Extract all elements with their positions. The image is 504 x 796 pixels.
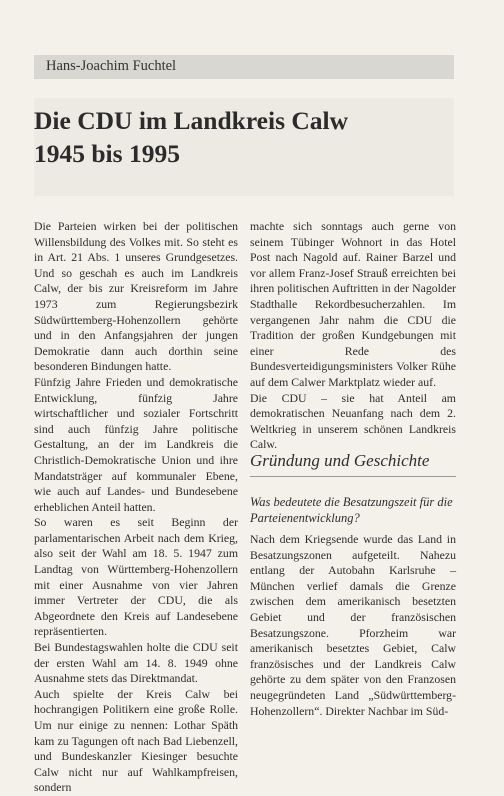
article-title [34,104,348,170]
left-column [34,219,238,796]
paragraph: So waren es seit Beginn der parlamentarischen Arbeit nach dem Krieg, also seit der Wahl am 18. 5. 1947 zum Landtag von Württemberg-Hohenzollern mit einer Ausnahme von vier Jahren immer Vertreter der CDU, die als Abgeordnete den Kreis auf Landesebene repräsentierten. [34,515,238,639]
title-box [34,98,454,196]
paragraph: Fünfzig Jahre Frieden und demokratische Entwicklung, fünfzig Jahre wirtschaftlicher und sozialer Fortschritt sind auch fünfzig Jahre politische Gestaltung, an der im Landkreis die Christlich-Demokratische Union und ihre Mandatsträger auf kommunaler Ebene, wie auch auf Landes- und Bundesebene erheblichen Anteil hatten. [34,374,238,514]
title-line-2: 1945 bis 1995 [34,139,180,168]
paragraph: Auch spielte der Kreis Calw bei hochrangigen Politikern eine große Rolle. Um nur einige zu nennen: Lothar Späth kam zu Tagungen oft nach Bad Liebenzell, und Bundeskanzler Kiesinger besuchte Calw nicht nur auf Wahlkampfreisen, sondern [34,686,238,795]
paragraph: Nach dem Kriegsende wurde das Land in Besatzungszonen aufgeteilt. Nahezu entlang der Autobahn Karlsruhe – München verlief damals die Grenze zwischen dem amerikanisch besetzten Gebiet und der französischen Besatzungszone. Pforzheim war amerikanisch besetztes Gebiet, Calw französisches und der Landkreis Calw gehörte zu dem später von den Franzosen neugegründeten Land „Südwürttemberg-Hohenzollern“. Direkter Nachbar im Süd- [250,532,456,718]
title-line-1: Die CDU im Landkreis Calw [34,106,349,135]
paragraph: machte sich sonntags auch gerne von seinem Tübinger Wohnort in das Hotel Post nach Nagold auf. Rainer Barzel und vor allem Franz-Josef Strauß erreichten bei ihren politischen Auftritten in der Nagolder Stadthalle Rekordbesucherzahlen. Im vergangenen Jahr nahm die CDU die Tradition der großen Kundgebungen mit einer Rede des Bundesverteidigungsministers Volker Rühe auf dem Calwer Marktplatz wieder auf. [250,219,456,389]
right-column-bottom [250,532,456,719]
section-divider [250,476,456,477]
author-name: Hans-Joachim Fuchtel [46,58,177,74]
author-bar [34,55,454,79]
right-column-top [250,219,456,453]
paragraph: Die CDU – sie hat Anteil am demokratischen Neuanfang nach dem 2. Weltkrieg in unserem schönen Landkreis Calw. [250,390,456,452]
sub-heading: Was bedeutete die Besatzungszeit für die Parteienentwicklung? [250,495,453,525]
section-heading: Gründung und Geschichte [250,451,430,470]
paragraph: Die Parteien wirken bei der politischen Willensbildung des Volkes mit. So steht es in Art. 21 Abs. 1 unseres Grundgesetzes. Und so geschah es auch im Landkreis Calw, der bis zur Kreisreform im Jahre 1973 zum Regierungsbezirk Südwürttemberg-Hohenzollern gehörte und in den Anfangsjahren der jungen Demokratie dann auch dorthin seine besonderen Bindungen hatte. [34,219,238,374]
paragraph: Bei Bundestagswahlen holte die CDU seit der ersten Wahl am 14. 8. 1949 ohne Ausnahme stets das Direktmandat. [34,640,238,686]
